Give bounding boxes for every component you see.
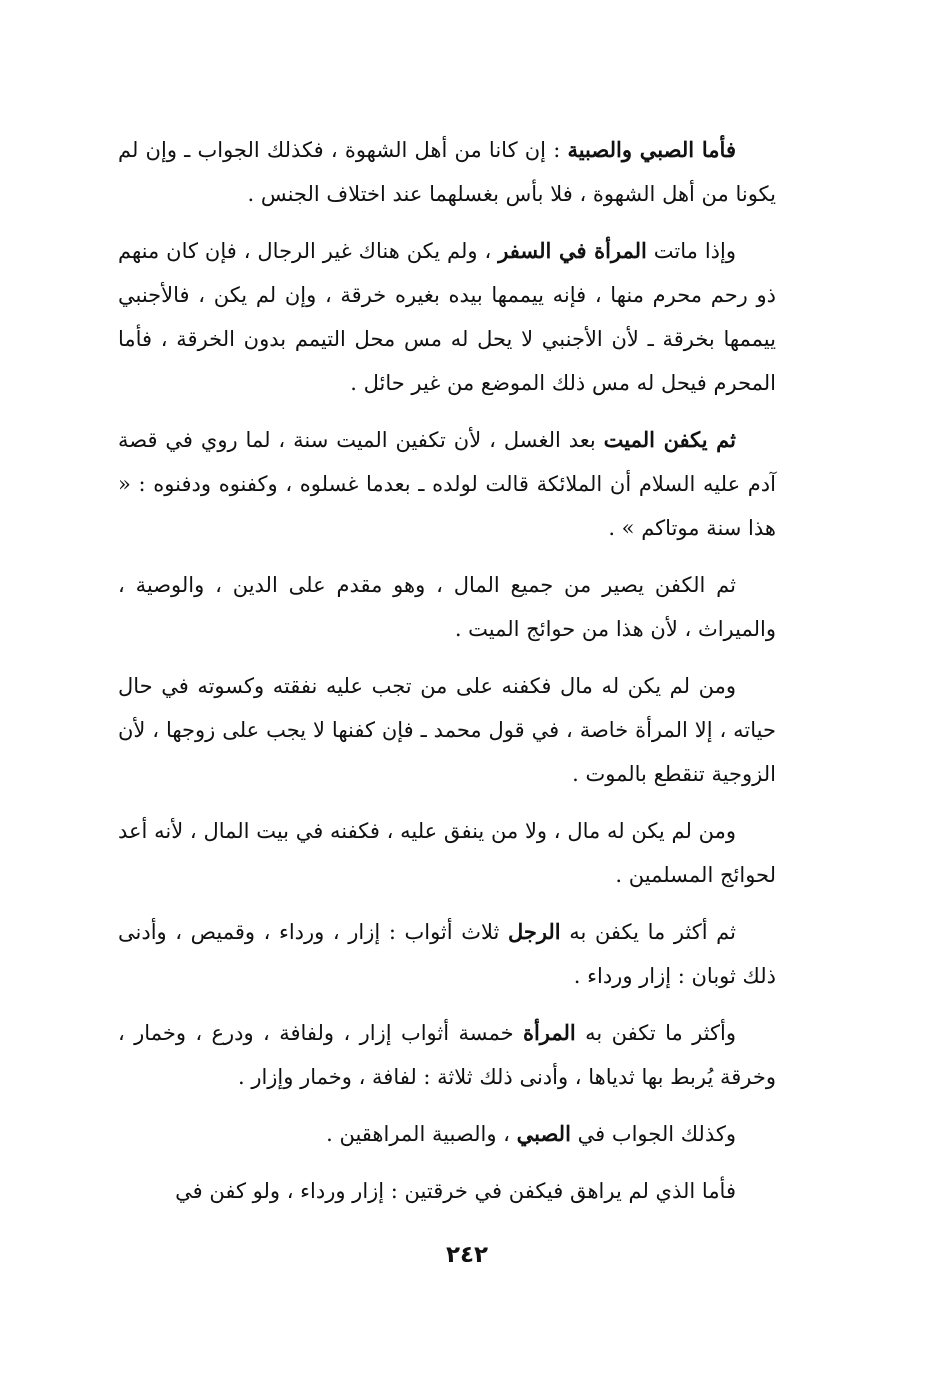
paragraph-1-text: : إن كانا من أهل الشهوة ، فكذلك الجواب ـ وإن لم يكونا من أهل الشهوة ، فلا بأس بغسلهما عند اختلاف الجنس . bbox=[118, 138, 776, 206]
paragraph-8-lead: وأكثر ما تكفن به bbox=[575, 1021, 736, 1045]
paragraph-2-text: ، ولم يكن هناك غير الرجال ، فإن كان منهم ذو رحم محرم منها ، فإنه ييممها بيده بغيره خرقة ، وإن لم يكن ، فالأجنبي ييممها بخرقة ـ لأن الأجنبي لا يحل له مس محل التيمم بدون الخرقة ، فأما المحرم فيحل له مس ذلك الموضع من غير حائل . bbox=[118, 239, 776, 395]
paragraph-3 bbox=[118, 418, 776, 550]
paragraph-9-lead: وكذلك الجواب في bbox=[570, 1122, 736, 1146]
paragraph-9 bbox=[118, 1112, 776, 1156]
paragraph-9-text: ، والصبية المراهقين . bbox=[326, 1122, 517, 1146]
paragraph-6 bbox=[118, 809, 776, 897]
paragraph-7 bbox=[118, 910, 776, 998]
paragraph-5 bbox=[118, 664, 776, 796]
paragraph-4 bbox=[118, 563, 776, 651]
paragraph-6-text: ومن لم يكن له مال ، ولا من ينفق عليه ، فكفنه في بيت المال ، لأنه أعد لحوائج المسلمين . bbox=[118, 819, 776, 887]
paragraph-4-text: ثم الكفن يصير من جميع المال ، وهو مقدم على الدين ، والوصية ، والميراث ، لأن هذا من حوائج الميت . bbox=[118, 573, 776, 641]
paragraph-7-text: ثلاث أثواب : إزار ، ورداء ، وقميص ، وأدنى ذلك ثوبان : إزار ورداء . bbox=[118, 920, 776, 988]
paragraph-10-text: فأما الذي لم يراهق فيكفن في خرقتين : إزار ورداء ، ولو كفن في bbox=[175, 1179, 736, 1203]
paragraph-9-heading: الصبي bbox=[516, 1121, 571, 1146]
paragraph-3-text: بعد الغسل ، لأن تكفين الميت سنة ، لما روي في قصة آدم عليه السلام أن الملائكة قالت لولده ـ بعدما غسلوه ، وكفنوه ودفنوه : « هذا سنة موتاكم » . bbox=[118, 428, 776, 540]
paragraph-7-lead: ثم أكثر ما يكفن به bbox=[560, 920, 736, 944]
page-number: ٢٤٢ bbox=[445, 1242, 489, 1268]
paragraph-1-heading: فأما الصبي والصبية bbox=[567, 137, 736, 162]
paragraph-8-text: خمسة أثواب إزار ، ولفافة ، ودرع ، وخمار ، وخرقة يُربط بها ثدياها ، وأدنى ذلك ثلاثة : لفافة ، وخمار وإزار . bbox=[118, 1021, 776, 1089]
paragraph-10 bbox=[118, 1169, 776, 1213]
paragraph-2 bbox=[118, 229, 776, 405]
paragraph-2-heading: المرأة في السفر bbox=[498, 238, 647, 263]
paragraph-8 bbox=[118, 1011, 776, 1099]
paragraph-5-text: ومن لم يكن له مال فكفنه على من تجب عليه نفقته وكسوته في حال حياته ، إلا المرأة خاصة ، في قول محمد ـ فإن كفنها لا يجب على زوجها ، لأن الزوجية تنقطع بالموت . bbox=[118, 674, 776, 786]
paragraph-1 bbox=[118, 128, 776, 216]
paragraph-2-lead: وإذا ماتت bbox=[646, 239, 737, 263]
page-body bbox=[118, 128, 776, 1226]
paragraph-3-heading: ثم يكفن الميت bbox=[603, 427, 736, 452]
paragraph-7-heading: الرجل bbox=[507, 919, 561, 944]
paragraph-8-heading: المرأة bbox=[522, 1020, 576, 1045]
